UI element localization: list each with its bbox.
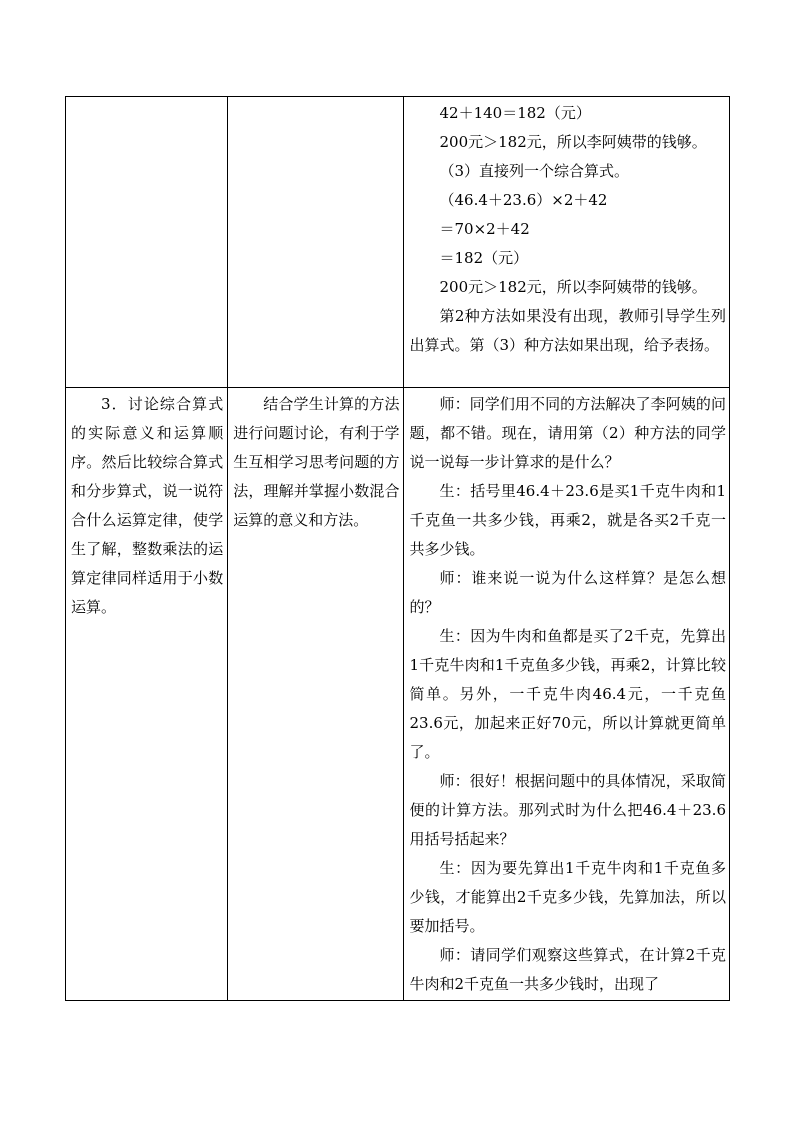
paragraph: 结合学生计算的方法进行问题讨论，有利于学生互相学习思考问题的方法，理解并掌握小数混合运算的意义和方法。 (233, 395, 400, 529)
paragraph: 师：很好！根据问题中的具体情况，采取简便的计算方法。那列式时为什么把46.4＋23.6用括号括起来？ (409, 772, 726, 848)
paragraph: ＝182（元） (439, 249, 529, 267)
teaching-process-cell (404, 97, 730, 388)
paragraph: （3）直接列一个综合算式。 (439, 162, 630, 180)
paragraph: 200元＞182元，所以李阿姨带的钱够。 (439, 133, 707, 151)
paragraph: 生：括号里46.4＋23.6是买1千克牛肉和1千克鱼一共多少钱，再乘2，就是各买2千克一共多少钱。 (409, 482, 726, 558)
paragraph: 42＋140＝182（元） (439, 104, 591, 122)
table-row (66, 388, 730, 1001)
table-row (66, 97, 730, 388)
paragraph: 200元＞182元，所以李阿姨带的钱够。 (439, 278, 707, 296)
paragraph: 师：同学们用不同的方法解决了李阿姨的问题，都不错。现在，请用第（2）种方法的同学说一说每一步计算求的是什么？ (409, 395, 726, 471)
paragraph: 生：因为牛肉和鱼都是买了2千克，先算出1千克牛肉和1千克鱼多少钱，再乘2，计算比较简单。另外，一千克牛肉46.4元，一千克鱼23.6元，加起来正好70元，所以计算就更简单了。 (409, 627, 726, 761)
activity-cell (66, 97, 228, 388)
paragraph: 师：请同学们观察这些算式，在计算2千克牛肉和2千克鱼一共多少钱时，出现了 (409, 946, 726, 993)
paragraph: 生：因为要先算出1千克牛肉和1千克鱼多少钱，才能算出2千克多少钱，先算加法，所以要加括号。 (409, 859, 726, 935)
lesson-plan-table (65, 96, 730, 1001)
teaching-process-cell (404, 388, 730, 1001)
paragraph: 第2种方法如果没有出现，教师引导学生列出算式。第（3）种方法如果出现，给予表扬。 (409, 307, 726, 354)
design-intent-cell (228, 97, 404, 388)
activity-cell (66, 388, 228, 1001)
paragraph: ＝70×2＋42 (439, 220, 530, 238)
paragraph: 3．讨论综合算式的实际意义和运算顺序。然后比较综合算式和分步算式，说一说符合什么运算定律，使学生了解，整数乘法的运算定律同样适用于小数运算。 (71, 395, 224, 616)
paragraph: 师：谁来说一说为什么这样算？是怎么想的？ (409, 569, 726, 616)
paragraph: （46.4＋23.6）×2＋42 (439, 191, 608, 209)
design-intent-cell (228, 388, 404, 1001)
